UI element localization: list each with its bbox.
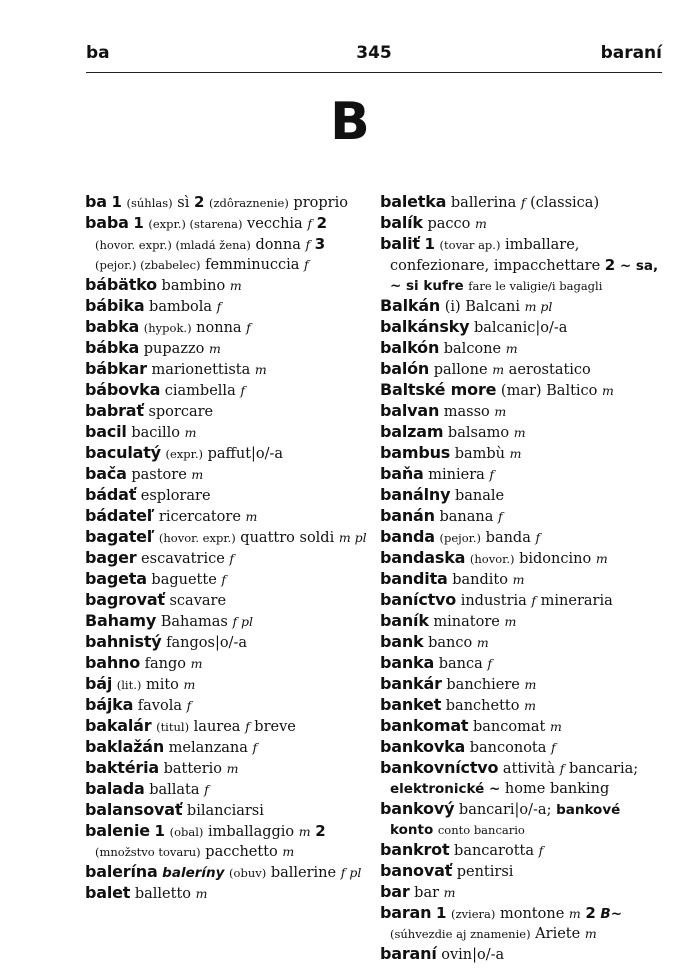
- translation: marionettista: [146, 362, 255, 378]
- gender-marker: m: [524, 698, 536, 713]
- gender-marker: m pl: [524, 299, 553, 314]
- gender-marker: f pl: [340, 865, 362, 880]
- translation: laurea: [189, 719, 246, 735]
- headword: bambus: [380, 443, 451, 462]
- gender-marker: m: [513, 425, 526, 440]
- headword: banán: [380, 506, 435, 525]
- dictionary-entry: [380, 737, 663, 758]
- gender-marker: m: [195, 886, 208, 901]
- sense-number: 2: [315, 822, 326, 840]
- headword: bankovka: [380, 737, 466, 756]
- translation: pallone: [429, 362, 493, 378]
- translation: scavare: [164, 593, 227, 609]
- headword: bankrot: [380, 840, 450, 859]
- translation: ballerina: [446, 195, 521, 211]
- translation: pentirsi: [452, 864, 514, 880]
- headword: báj: [85, 674, 113, 693]
- gender-marker: f: [305, 237, 311, 252]
- dictionary-entry: [85, 317, 367, 338]
- dictionary-entry: [85, 506, 367, 527]
- dictionary-entry: [380, 695, 663, 716]
- headword: baňa: [380, 464, 424, 483]
- gender-marker: m: [494, 404, 507, 419]
- dictionary-entry: [380, 443, 663, 464]
- dictionary-entry: [85, 548, 367, 569]
- dictionary-entry: [85, 737, 367, 758]
- usage-label: (hovor. expr.) (mladá žena): [95, 238, 251, 252]
- usage-label: (hypok.): [143, 321, 192, 335]
- dictionary-entry: [85, 632, 367, 653]
- gender-marker: f pl: [232, 614, 254, 629]
- translation: banchetto: [441, 698, 525, 714]
- phrase: bankové konto: [390, 802, 621, 838]
- sense-number: 1: [424, 235, 435, 253]
- translation: sporcare: [143, 404, 214, 420]
- translation: balletto: [130, 886, 196, 902]
- dictionary-entry: [85, 213, 367, 275]
- translation: mito: [141, 677, 184, 693]
- translation: vecchia: [242, 216, 308, 232]
- translation: escavatrice: [136, 551, 230, 567]
- headword: bábka: [85, 338, 140, 357]
- dictionary-entry: [380, 632, 663, 653]
- headword: baculatý: [85, 443, 161, 462]
- dictionary-entry: [380, 674, 663, 695]
- dictionary-entry: [85, 192, 367, 213]
- translation: proprio: [288, 195, 348, 211]
- usage-label: (obal): [169, 825, 204, 839]
- dictionary-entry: [85, 464, 367, 485]
- translation: home banking: [500, 781, 610, 797]
- headword: babka: [85, 317, 140, 336]
- sense-number: 1: [435, 904, 447, 922]
- gender-marker: m: [602, 383, 614, 398]
- dictionary-entry: [380, 296, 663, 317]
- usage-label: (zdôraznenie): [208, 196, 289, 210]
- headword: bankár: [380, 674, 442, 693]
- headword: bádateľ: [85, 506, 155, 525]
- gender-marker: f: [535, 530, 541, 545]
- dictionary-entry: [85, 527, 367, 548]
- gender-marker: f: [559, 761, 565, 776]
- gender-marker: f: [520, 195, 526, 210]
- dictionary-entry: [380, 506, 663, 527]
- dictionary-entry: [380, 716, 663, 737]
- gender-marker: m: [476, 635, 489, 650]
- usage-label: (súhlas): [126, 196, 173, 210]
- translation: minatore: [428, 614, 505, 630]
- usage-label: (hovor. expr.): [158, 531, 236, 545]
- gender-marker: f: [240, 383, 245, 398]
- translation: bancarotta: [449, 843, 539, 859]
- headword: balkón: [380, 338, 440, 357]
- usage-label: (súhvezdie aj znamenie): [390, 927, 531, 941]
- dictionary-entry: [85, 443, 367, 464]
- translation: esplorare: [136, 488, 211, 504]
- headword: ba: [85, 192, 107, 211]
- translation: quattro soldi: [235, 530, 339, 546]
- gender-marker: m: [492, 362, 505, 377]
- dictionary-entry: [380, 401, 663, 422]
- translation: montone: [495, 906, 569, 922]
- headword: bankomat: [380, 716, 469, 735]
- headword: balerína: [85, 862, 158, 881]
- headword: bábätko: [85, 275, 157, 294]
- sense-number: 2: [604, 256, 616, 274]
- gender-marker: f: [487, 656, 492, 671]
- gender-marker: m: [595, 551, 608, 566]
- usage-label: (obuv): [229, 866, 267, 880]
- dictionary-entry: [380, 234, 663, 296]
- translation: (mar) Baltico: [496, 383, 603, 399]
- translation: mineraria: [536, 593, 613, 609]
- headword: bager: [85, 548, 137, 567]
- gender-marker: m: [443, 885, 456, 900]
- gender-marker: f: [307, 216, 312, 231]
- dictionary-entry: [85, 821, 367, 862]
- header-last-entry: baraní: [600, 43, 662, 63]
- running-header: [86, 40, 662, 73]
- translation: ballata: [144, 782, 205, 798]
- translation: favola: [133, 698, 187, 714]
- headword: bača: [85, 464, 127, 483]
- headword: balada: [85, 779, 145, 798]
- headword: bakalár: [85, 716, 152, 735]
- gender-marker: m: [245, 509, 258, 524]
- headword: Balkán: [380, 296, 441, 315]
- dictionary-entry: [85, 611, 367, 632]
- gender-marker: m: [298, 824, 311, 839]
- translation: (i) Balcani: [440, 299, 525, 315]
- translation: fangos|o/-a: [161, 635, 247, 651]
- dictionary-entry: [85, 716, 367, 737]
- dictionary-entry: [85, 800, 367, 821]
- dictionary-entry: [85, 569, 367, 590]
- translation: bambino: [156, 278, 230, 294]
- dictionary-entry: [380, 861, 663, 882]
- translation: balcanic|o/-a: [469, 320, 568, 336]
- translation: bambù: [450, 446, 510, 462]
- dictionary-entry: [380, 653, 663, 674]
- dictionary-entry: [85, 380, 367, 401]
- translation: bambola: [144, 299, 217, 315]
- usage-label: (titul): [156, 720, 190, 734]
- translation: breve: [249, 719, 296, 735]
- gender-marker: m: [512, 572, 525, 587]
- dictionary-entry: [380, 317, 663, 338]
- gender-marker: m: [509, 446, 522, 461]
- dictionary-entry: [85, 653, 367, 674]
- dictionary-entry: [85, 695, 367, 716]
- translation: banco: [423, 635, 477, 651]
- dictionary-entry: [380, 611, 663, 632]
- dictionary-entry: [380, 590, 663, 611]
- gender-marker: m: [524, 677, 537, 692]
- headword: bahno: [85, 653, 141, 672]
- translation: pupazzo: [139, 341, 209, 357]
- dictionary-entry: [85, 883, 367, 904]
- usage-label: (pejor.) (zbabelec): [95, 258, 201, 272]
- gender-marker: m: [568, 906, 581, 921]
- gender-marker: f: [252, 740, 258, 755]
- gender-marker: f: [497, 509, 503, 524]
- translation: bandito: [447, 572, 513, 588]
- gender-marker: f: [204, 782, 209, 797]
- phrase: ~ sa, ~ si kufre: [390, 258, 659, 294]
- headword: bábika: [85, 296, 145, 315]
- gender-marker: m: [549, 719, 562, 734]
- headword: banket: [380, 695, 442, 714]
- headword: Baltské more: [380, 380, 497, 399]
- headword: babrať: [85, 401, 144, 420]
- translation: bancari|o/-a;: [454, 802, 557, 818]
- headword: baran: [380, 903, 432, 922]
- usage-label: (hovor.): [469, 552, 515, 566]
- usage-label: (expr.): [165, 447, 204, 461]
- usage-label: (tovar ap.): [439, 238, 501, 252]
- headword: bájka: [85, 695, 134, 714]
- sense-number: 2: [316, 214, 327, 232]
- dictionary-entry: [85, 338, 367, 359]
- headword: balzam: [380, 422, 444, 441]
- headword: bagrovať: [85, 590, 165, 609]
- headword: bandaska: [380, 548, 466, 567]
- gender-marker: f: [216, 299, 222, 314]
- translation: banconota: [465, 740, 551, 756]
- translation: bacillo: [126, 425, 185, 441]
- translation: bancaria;: [564, 761, 639, 777]
- headword: bar: [380, 882, 410, 901]
- dictionary-entry: [380, 464, 663, 485]
- gender-marker: f: [229, 551, 235, 566]
- headword: bahnistý: [85, 632, 162, 651]
- page-number: 345: [356, 43, 392, 63]
- translation: paffut|o/-a: [203, 446, 284, 462]
- translation: baguette: [146, 572, 222, 588]
- dictionary-entry: [380, 758, 663, 799]
- headword: baníctvo: [380, 590, 457, 609]
- dictionary-entry: [85, 674, 367, 695]
- gender-marker: f: [304, 257, 309, 272]
- headword: Bahamy: [85, 611, 157, 630]
- dictionary-entry: [380, 422, 663, 443]
- translation: Bahamas: [156, 614, 233, 630]
- headword: balík: [380, 213, 423, 232]
- gender-marker: m: [282, 844, 295, 859]
- gender-marker: m: [190, 656, 203, 671]
- dictionary-entry: [380, 840, 663, 861]
- headword: banka: [380, 653, 435, 672]
- translation: femminuccia: [200, 257, 305, 273]
- phrase: elektronické ~: [390, 781, 501, 797]
- headword: balón: [380, 359, 430, 378]
- translation: pacco: [422, 216, 475, 232]
- translation: miniera: [423, 467, 490, 483]
- headword: bacil: [85, 422, 127, 441]
- translation: sì: [172, 195, 194, 211]
- dictionary-entry: [380, 338, 663, 359]
- translation: banchiere: [441, 677, 525, 693]
- sense-number: 1: [154, 822, 165, 840]
- translation: attività: [498, 761, 560, 777]
- headword: bandita: [380, 569, 448, 588]
- phrase: baleríny: [162, 865, 225, 881]
- headword: balenie: [85, 821, 150, 840]
- usage-label: fare le valigie/i bagagli: [468, 279, 603, 293]
- translation: aerostatico: [504, 362, 591, 378]
- dictionary-entry: [85, 275, 367, 296]
- sense-number: 2: [193, 193, 205, 211]
- translation: balsamo: [443, 425, 514, 441]
- sense-number: 2: [585, 904, 596, 922]
- phrase: B~: [600, 906, 623, 922]
- headword: bagateľ: [85, 527, 155, 546]
- headword: baletka: [380, 192, 447, 211]
- dictionary-entry: [85, 590, 367, 611]
- right-column: [380, 192, 663, 965]
- dictionary-entry: [85, 359, 367, 380]
- gender-marker: m: [208, 341, 221, 356]
- translation: bancomat: [468, 719, 550, 735]
- headword: banovať: [380, 861, 453, 880]
- headword: bankovníctvo: [380, 758, 499, 777]
- usage-label: (pejor.): [439, 531, 482, 545]
- dictionary-entry: [85, 758, 367, 779]
- gender-marker: f: [186, 698, 192, 713]
- gender-marker: f: [551, 740, 556, 755]
- headword: baba: [85, 213, 129, 232]
- dictionary-entry: [380, 192, 663, 213]
- dictionary-entry: [380, 799, 663, 840]
- headword: balvan: [380, 401, 440, 420]
- translation: masso: [439, 404, 495, 420]
- translation: donna: [250, 237, 306, 253]
- translation: fango: [140, 656, 191, 672]
- gender-marker: m: [254, 362, 267, 377]
- headword: bageta: [85, 569, 147, 588]
- translation: ballerine: [266, 865, 341, 881]
- sense-number: 3: [314, 235, 326, 253]
- dictionary-entry: [380, 903, 663, 944]
- header-first-entry: ba: [86, 43, 110, 63]
- gender-marker: m: [584, 926, 597, 941]
- dictionary-entry: [85, 779, 367, 800]
- gender-marker: f: [221, 572, 227, 587]
- headword: banálny: [380, 485, 451, 504]
- dictionary-entry: [85, 862, 367, 883]
- gender-marker: m pl: [338, 530, 367, 545]
- dictionary-entry: [380, 548, 663, 569]
- gender-marker: m: [504, 614, 517, 629]
- translation: imballaggio: [203, 824, 299, 840]
- translation: bilanciarsi: [182, 803, 264, 819]
- gender-marker: f: [246, 320, 251, 335]
- gender-marker: f: [538, 843, 544, 858]
- dictionary-entry: [380, 944, 663, 965]
- section-letter: B: [330, 92, 370, 152]
- translation: ovin|o/-a: [436, 947, 505, 963]
- translation: bidoncino: [514, 551, 596, 567]
- dictionary-entry: [380, 527, 663, 548]
- gender-marker: m: [184, 425, 197, 440]
- gender-marker: m: [229, 278, 242, 293]
- usage-label: conto bancario: [437, 823, 525, 837]
- headword: bádať: [85, 485, 137, 504]
- dictionary-entry: [380, 380, 663, 401]
- headword: baktéria: [85, 758, 159, 777]
- headword: bankový: [380, 799, 455, 818]
- usage-label: (expr.) (starena): [148, 217, 243, 231]
- translation: pastore: [126, 467, 192, 483]
- sense-number: 1: [133, 214, 144, 232]
- translation: bar: [409, 885, 444, 901]
- left-column: [85, 192, 367, 904]
- gender-marker: f: [531, 593, 537, 608]
- dictionary-entry: [85, 422, 367, 443]
- gender-marker: f: [489, 467, 495, 482]
- headword: bábkar: [85, 359, 147, 378]
- dictionary-entry: [85, 485, 367, 506]
- usage-label: (množstvo tovaru): [95, 845, 201, 859]
- dictionary-entry: [380, 882, 663, 903]
- translation: industria: [456, 593, 532, 609]
- translation: banca: [434, 656, 488, 672]
- translation: ricercatore: [154, 509, 246, 525]
- translation: (classica): [525, 195, 600, 211]
- gender-marker: m: [505, 341, 518, 356]
- headword: bank: [380, 632, 424, 651]
- translation: melanzana: [164, 740, 253, 756]
- headword: baliť: [380, 234, 420, 253]
- headword: baraní: [380, 944, 437, 963]
- translation: banana: [434, 509, 498, 525]
- gender-marker: m: [183, 677, 196, 692]
- dictionary-entry: [85, 401, 367, 422]
- gender-marker: m: [191, 467, 204, 482]
- translation: nonna: [191, 320, 247, 336]
- dictionary-entry: [380, 359, 663, 380]
- headword: banda: [380, 527, 435, 546]
- gender-marker: m: [475, 216, 487, 231]
- headword: baklažán: [85, 737, 165, 756]
- translation: banda: [481, 530, 536, 546]
- translation: ciambella: [160, 383, 241, 399]
- headword: baník: [380, 611, 429, 630]
- translation: banale: [450, 488, 505, 504]
- dictionary-entry: [380, 569, 663, 590]
- translation: imballare, confezionare, impacchettare: [390, 237, 605, 274]
- dictionary-entry: [85, 296, 367, 317]
- headword: balansovať: [85, 800, 183, 819]
- headword: balet: [85, 883, 131, 902]
- gender-marker: m: [226, 761, 239, 776]
- translation: batterio: [158, 761, 227, 777]
- gender-marker: f: [245, 719, 250, 734]
- dictionary-entry: [380, 213, 663, 234]
- translation: pacchetto: [200, 844, 283, 860]
- translation: balcone: [439, 341, 506, 357]
- sense-number: 1: [111, 193, 122, 211]
- usage-label: (lit.): [116, 678, 142, 692]
- usage-label: (zviera): [451, 907, 496, 921]
- headword: balkánsky: [380, 317, 470, 336]
- translation: Ariete: [530, 926, 585, 942]
- headword: bábovka: [85, 380, 161, 399]
- dictionary-entry: [380, 485, 663, 506]
